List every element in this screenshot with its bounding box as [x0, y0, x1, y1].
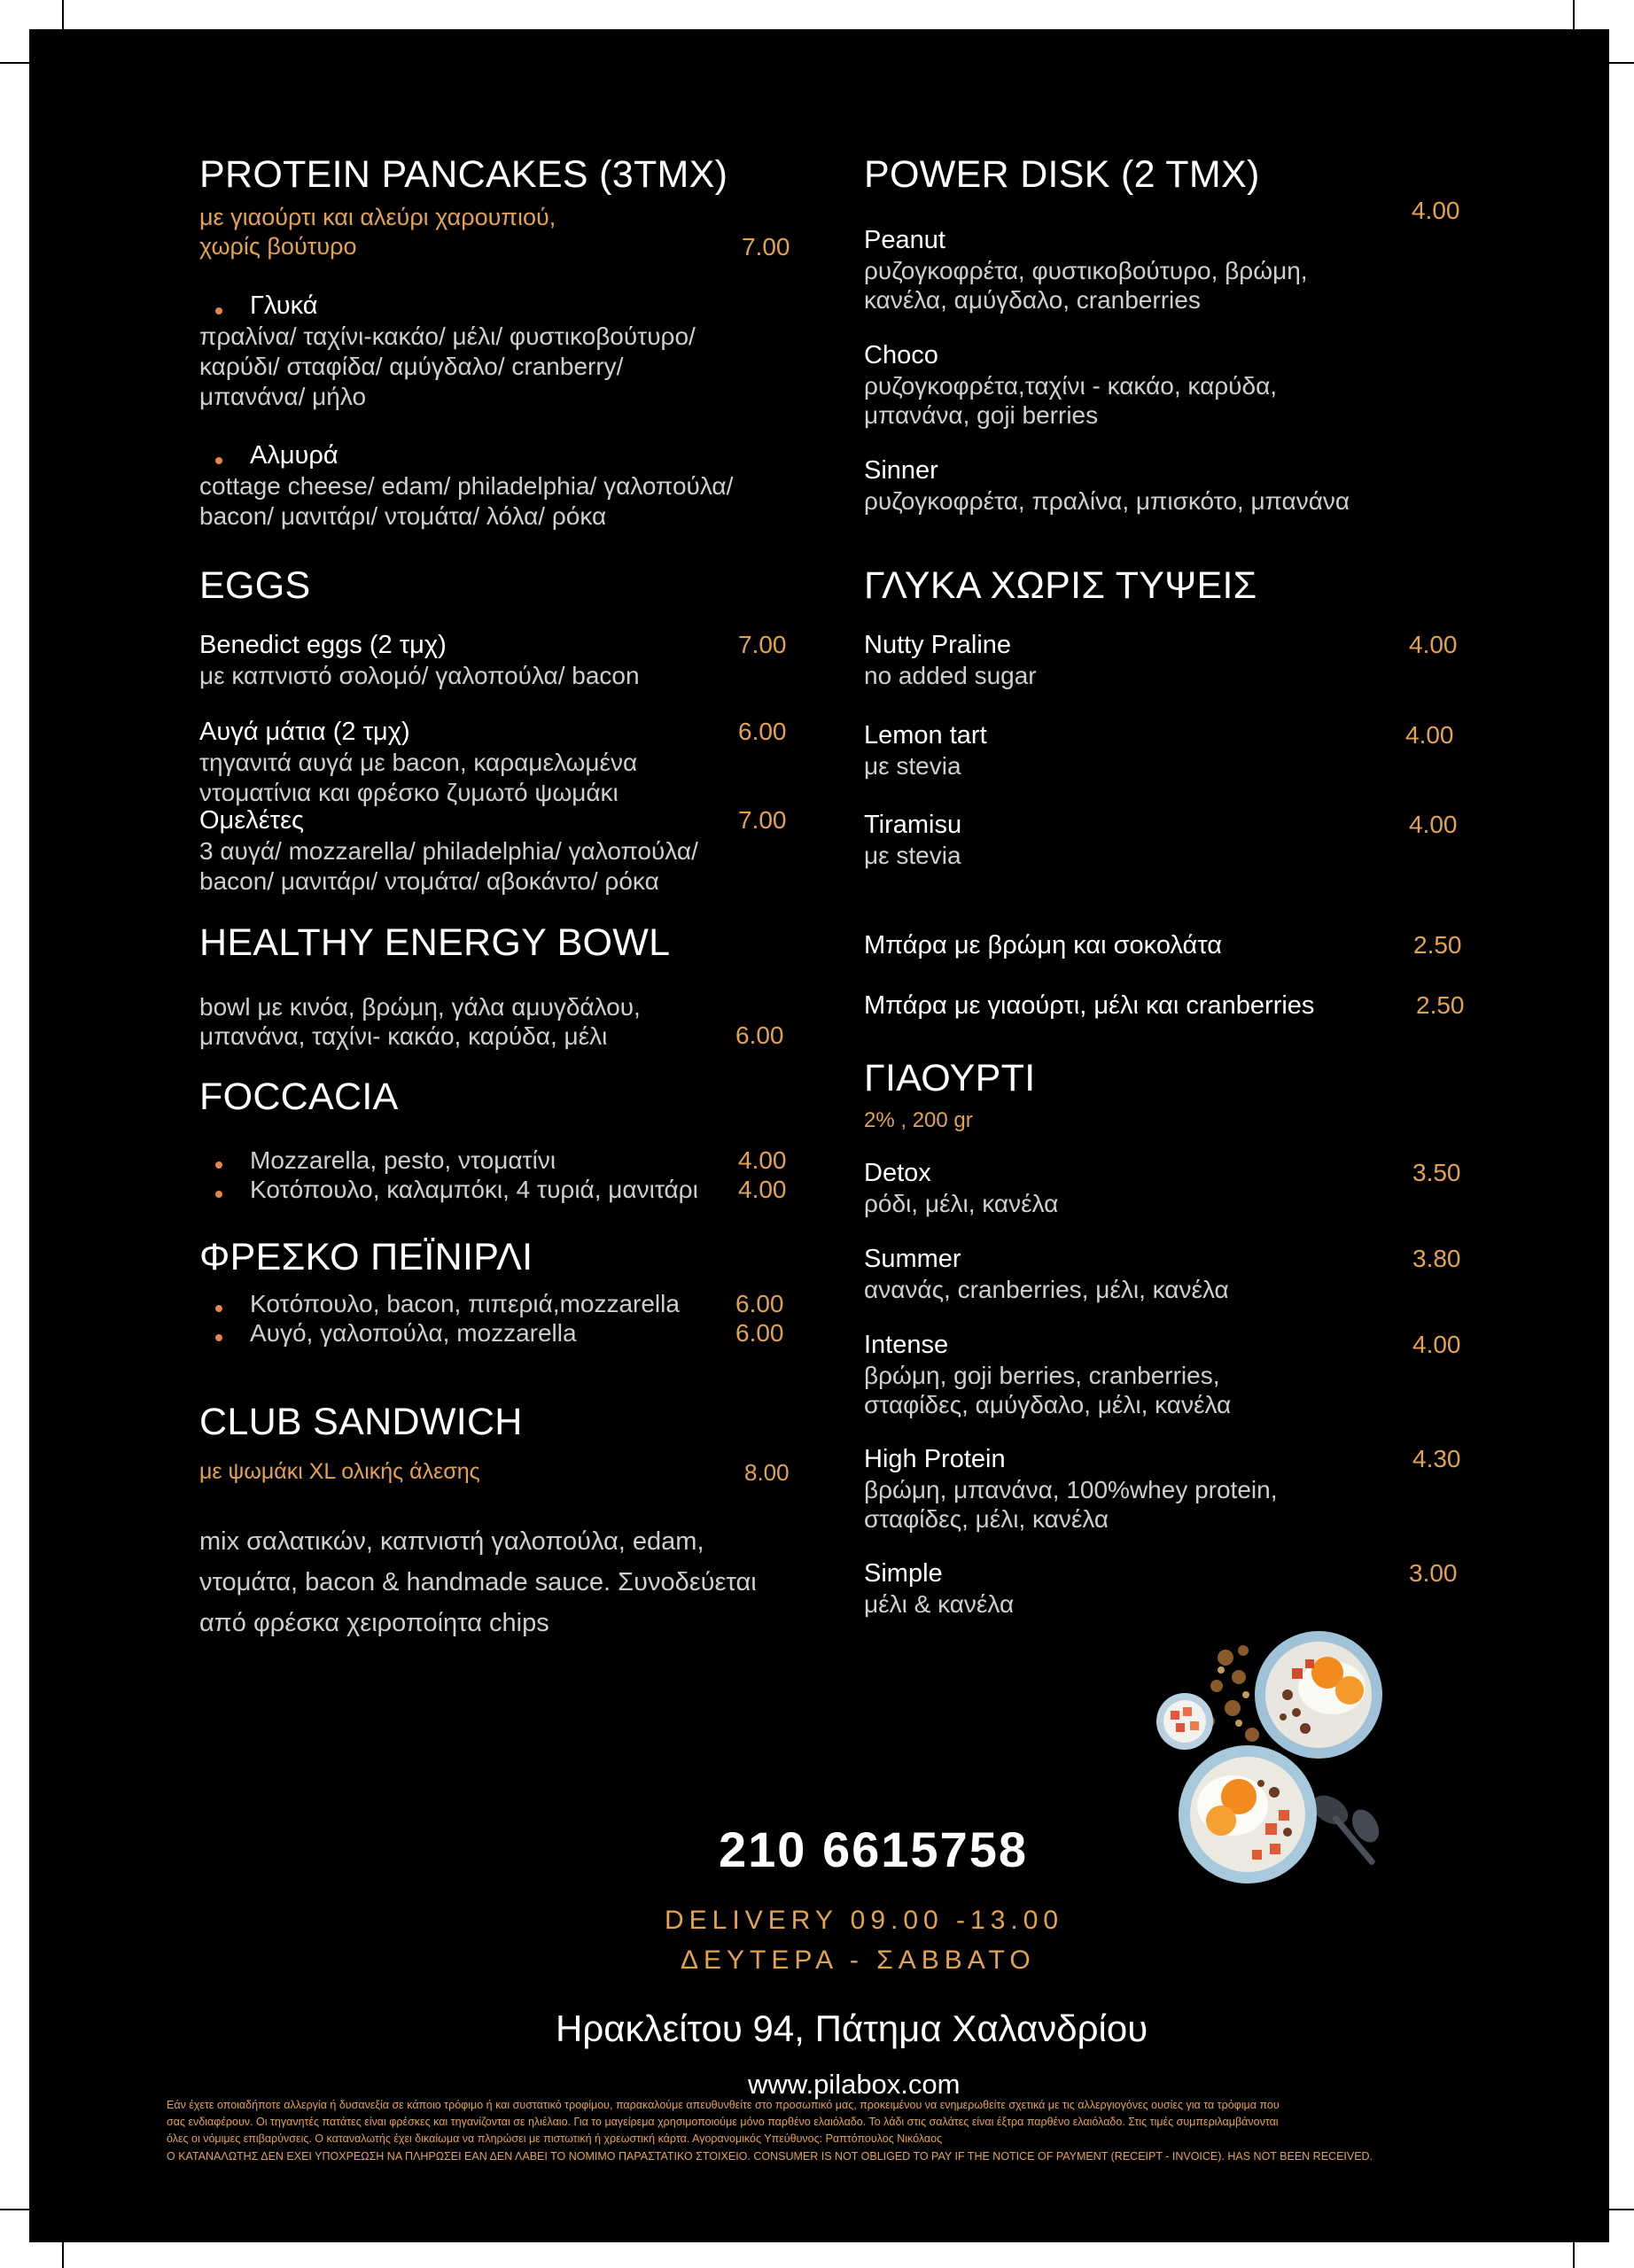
menu-item-desc: με stevia: [864, 752, 961, 780]
foccacia-item: Κοτόπουλο, καλαμπόκι, 4 τυριά, μανιτάρι: [250, 1176, 698, 1203]
bullet: [215, 1305, 222, 1312]
foccacia-price: 4.00: [738, 1176, 787, 1203]
section-title-yogurt: ΓΙΑΟΥΡΤΙ: [864, 1057, 1036, 1099]
peinirli-price: 6.00: [735, 1290, 784, 1317]
section-title-pancakes: PROTEIN PANCAKES (3TMX): [199, 153, 728, 196]
menu-item-price: 7.00: [738, 631, 787, 658]
menu-item-desc: ανανάς, cranberries, μέλι, κανέλα: [864, 1276, 1229, 1303]
crop-mark: [62, 0, 64, 29]
legal-note: σας ενδιαφέρουν. Οι τηγανητές πατάτες είναι φρέσκες και τηγανίζονται σε ηλιέλαιο. Για το μαγείρεμα χρησιμοποιούμε μόνο παρθένο ελαιόλαδο. Το λάδι στις σαλάτες είναι έξτρα παρθένο ελαιόλαδο. Στις τιμές συμπεριλαμβάνονται: [167, 2116, 1279, 2128]
section-title-club: CLUB SANDWICH: [199, 1401, 523, 1443]
menu-item-price: 3.00: [1409, 1559, 1458, 1587]
menu-item-name: Ομελέτες: [199, 806, 304, 835]
pancakes-savory-desc: cottage cheese/ edam/ philadelphia/ γαλοπούλα/: [199, 472, 734, 500]
menu-item-desc: με stevia: [864, 842, 961, 869]
menu-item-price: 4.00: [1409, 631, 1458, 658]
menu-item-name: Detox: [864, 1159, 931, 1187]
club-desc: ντομάτα, bacon & handmade sauce. Συνοδεύεται: [199, 1568, 757, 1596]
bullet: [215, 1161, 222, 1169]
bowl-price: 6.00: [735, 1021, 784, 1049]
menu-item-name: High Protein: [864, 1445, 1006, 1473]
menu-item-price: 6.00: [738, 718, 787, 745]
crop-mark: [62, 2242, 64, 2268]
menu-item-name: Lemon tart: [864, 721, 987, 750]
pancakes-price: 7.00: [742, 233, 790, 260]
menu-item-desc: no added sugar: [864, 662, 1037, 689]
section-title-bowl: HEALTHY ENERGY BOWL: [199, 921, 671, 964]
bullet: [215, 457, 222, 464]
pancakes-savory-label: Αλμυρά: [250, 441, 338, 470]
menu-item-price: 3.50: [1412, 1159, 1461, 1186]
menu-item-price: 7.00: [738, 806, 787, 834]
menu-item-desc: τηγανιτά αυγά με bacon, καραμελωμένα: [199, 749, 638, 776]
crop-mark: [1609, 2209, 1634, 2210]
club-price: 8.00: [744, 1459, 790, 1486]
menu-item-price: 2.50: [1416, 991, 1465, 1019]
peinirli-price: 6.00: [735, 1319, 784, 1347]
menu-item-name: Summer: [864, 1245, 961, 1273]
menu-item-name: Tiramisu: [864, 811, 962, 839]
pancakes-sweet-label: Γλυκά: [250, 291, 318, 320]
menu-item-desc: 3 αυγά/ mozzarella/ philadelphia/ γαλοπούλα/: [199, 837, 698, 865]
crop-mark: [1609, 62, 1634, 64]
menu-item-name: Benedict eggs (2 τμχ): [199, 631, 447, 659]
bullet: [215, 307, 222, 315]
foccacia-item: Mozzarella, pesto, ντοματίνι: [250, 1146, 556, 1174]
menu-item-price: 4.00: [1405, 721, 1454, 749]
menu-item-name: Μπάρα με βρώμη και σοκολάτα: [864, 931, 1223, 959]
menu-item-name: Simple: [864, 1559, 943, 1588]
bullet: [215, 1334, 222, 1341]
power-disk-price: 4.00: [1412, 197, 1460, 224]
crop-mark: [1573, 0, 1575, 29]
menu-item-desc: μπανάνα, goji berries: [864, 401, 1099, 429]
menu-item-desc: ντοματίνια και φρέσκο ζυμωτό ψωμάκι: [199, 779, 619, 806]
section-title-sweets: ΓΛΥΚΑ ΧΩΡΙΣ ΤΥΨΕΙΣ: [864, 564, 1257, 607]
menu-item-price: 4.00: [1412, 1331, 1461, 1358]
club-desc: από φρέσκα χειροποίητα chips: [199, 1609, 549, 1637]
menu-item-price: 4.00: [1409, 811, 1458, 838]
legal-note: Εάν έχετε οποιαδήποτε αλλεργία ή δυσανεξία σε κάποιο τρόφιμο ή και συστατικό τροφίμου, παρακαλούμε απευθυνθείτε στο προσωπικό μας, προκειμένου να ενημερωθείτε σχετικά με τις αλλεργιογόνες ουσίες για τα τρόφιμα που: [167, 2099, 1280, 2111]
menu-item-desc: ρυζογκοφρέτα, πραλίνα, μπισκότο, μπανάνα: [864, 487, 1350, 515]
crop-mark: [1573, 2242, 1575, 2268]
pancakes-savory-desc: bacon/ μανιτάρι/ ντομάτα/ λόλα/ ρόκα: [199, 502, 607, 530]
pancakes-sweet-desc: μπανάνα/ μήλο: [199, 383, 367, 410]
pancakes-sweet-desc: καρύδι/ σταφίδα/ αμύγδαλο/ cranberry/: [199, 353, 624, 380]
menu-item-price: 2.50: [1413, 931, 1462, 959]
foccacia-price: 4.00: [738, 1146, 787, 1174]
section-title-peinirli: ΦΡΕΣΚΟ ΠΕΪΝΙΡΛΙ: [199, 1236, 533, 1278]
menu-item-desc: ρυζογκοφρέτα,ταχίνι - κακάο, καρύδα,: [864, 372, 1278, 400]
food-photo: [1155, 1624, 1420, 1899]
menu-item-name: Sinner: [864, 456, 938, 485]
crop-mark: [0, 2209, 29, 2210]
crop-mark: [0, 62, 29, 64]
delivery-hours: DELIVERY 09.00 -13.00: [665, 1906, 1064, 1935]
peinirli-item: Αυγό, γαλοπούλα, mozzarella: [250, 1319, 577, 1347]
pancakes-subtitle: με γιαούρτι και αλεύρι χαρουπιού,: [199, 204, 556, 230]
pancakes-subtitle: χωρίς βούτυρο: [199, 233, 357, 260]
club-subtitle: με ψωμάκι XL ολικής άλεσης: [199, 1459, 480, 1484]
peinirli-item: Κοτόπουλο, bacon, πιπεριά,mozzarella: [250, 1290, 680, 1317]
section-title-power-disk: POWER DISK (2 TMX): [864, 153, 1260, 196]
menu-item-desc: κανέλα, αμύγδαλο, cranberries: [864, 286, 1201, 314]
club-desc: mix σαλατικών, καπνιστή γαλοπούλα, edam,: [199, 1527, 704, 1556]
address: Ηρακλείτου 94, Πάτημα Χαλανδρίου: [556, 2008, 1148, 2049]
bullet: [215, 1191, 222, 1198]
menu-item-desc: με καπνιστό σολομό/ γαλοπούλα/ bacon: [199, 662, 640, 689]
legal-note: όλες οι νόμιμες επιβαρύνσεις. Ο καταναλωτής έχει δικαίωμα να πληρώσει με πιστωτική ή χρεωστική κάρτα. Αγορανομικός Υπεύθυνος: Ραπτόπουλος Νικόλαος: [167, 2132, 943, 2145]
menu-item-price: 4.30: [1412, 1445, 1461, 1472]
menu-item-price: 3.80: [1412, 1245, 1461, 1272]
menu-item-name: Nutty Praline: [864, 631, 1012, 659]
menu-item-desc: βρώμη, μπανάνα, 100%whey protein,: [864, 1476, 1278, 1503]
pancakes-sweet-desc: πραλίνα/ ταχίνι-κακάο/ μέλι/ φυστικοβούτυρο/: [199, 322, 696, 350]
bowl-desc: bowl με κινόα, βρώμη, γάλα αμυγδάλου,: [199, 993, 641, 1021]
menu-item-desc: ρυζογκοφρέτα, φυστικοβούτυρο, βρώμη,: [864, 257, 1308, 284]
section-title-foccacia: FOCCACIA: [199, 1076, 399, 1118]
menu-item-name: Intense: [864, 1331, 949, 1359]
menu-sheet: [29, 29, 1609, 2242]
section-title-eggs: EGGS: [199, 564, 311, 607]
menu-item-desc: μέλι & κανέλα: [864, 1590, 1015, 1618]
menu-item-name: Αυγά μάτια (2 τμχ): [199, 718, 410, 746]
delivery-days: ΔΕΥΤΕΡΑ - ΣΑΒΒΑΤΟ: [681, 1946, 1036, 1975]
yogurt-subtitle: 2% , 200 gr: [864, 1108, 973, 1132]
website-link[interactable]: www.pilabox.com: [748, 2069, 961, 2100]
menu-item-name: Μπάρα με γιαούρτι, μέλι και cranberries: [864, 991, 1315, 1020]
menu-item-desc: bacon/ μανιτάρι/ ντομάτα/ αβοκάντο/ ρόκα: [199, 867, 659, 895]
legal-note: Ο ΚΑΤΑΝΑΛΩΤΗΣ ΔΕΝ ΕΧΕΙ ΥΠΟΧΡΕΩΣΗ ΝΑ ΠΛΗΡΩΣΕΙ ΕΑΝ ΔΕΝ ΛΑΒΕΙ ΤΟ ΝΟΜΙΜΟ ΠΑΡΑΣΤΑΤΙΚΟ ΣΤΟΙΧΕΙΟ. CONSUMER IS NOT OBLIGED TO PAY IF THE NOTICE OF PAYMENT (RECEIPT - INVOICE). HAS NOT BEEN RECEIVED.: [167, 2150, 1373, 2163]
menu-item-desc: σταφίδες, αμύγδαλο, μέλι, κανέλα: [864, 1391, 1232, 1418]
menu-item-desc: βρώμη, goji berries, cranberries,: [864, 1362, 1220, 1389]
bowl-desc: μπανάνα, ταχίνι- κακάο, καρύδα, μέλι: [199, 1022, 608, 1050]
menu-item-name: Peanut: [864, 226, 945, 254]
menu-item-name: Choco: [864, 341, 938, 369]
menu-item-desc: σταφίδες, μέλι, κανέλα: [864, 1505, 1109, 1533]
menu-item-desc: ρόδι, μέλι, κανέλα: [864, 1190, 1059, 1217]
phone-number[interactable]: 210 6615758: [719, 1821, 1029, 1877]
